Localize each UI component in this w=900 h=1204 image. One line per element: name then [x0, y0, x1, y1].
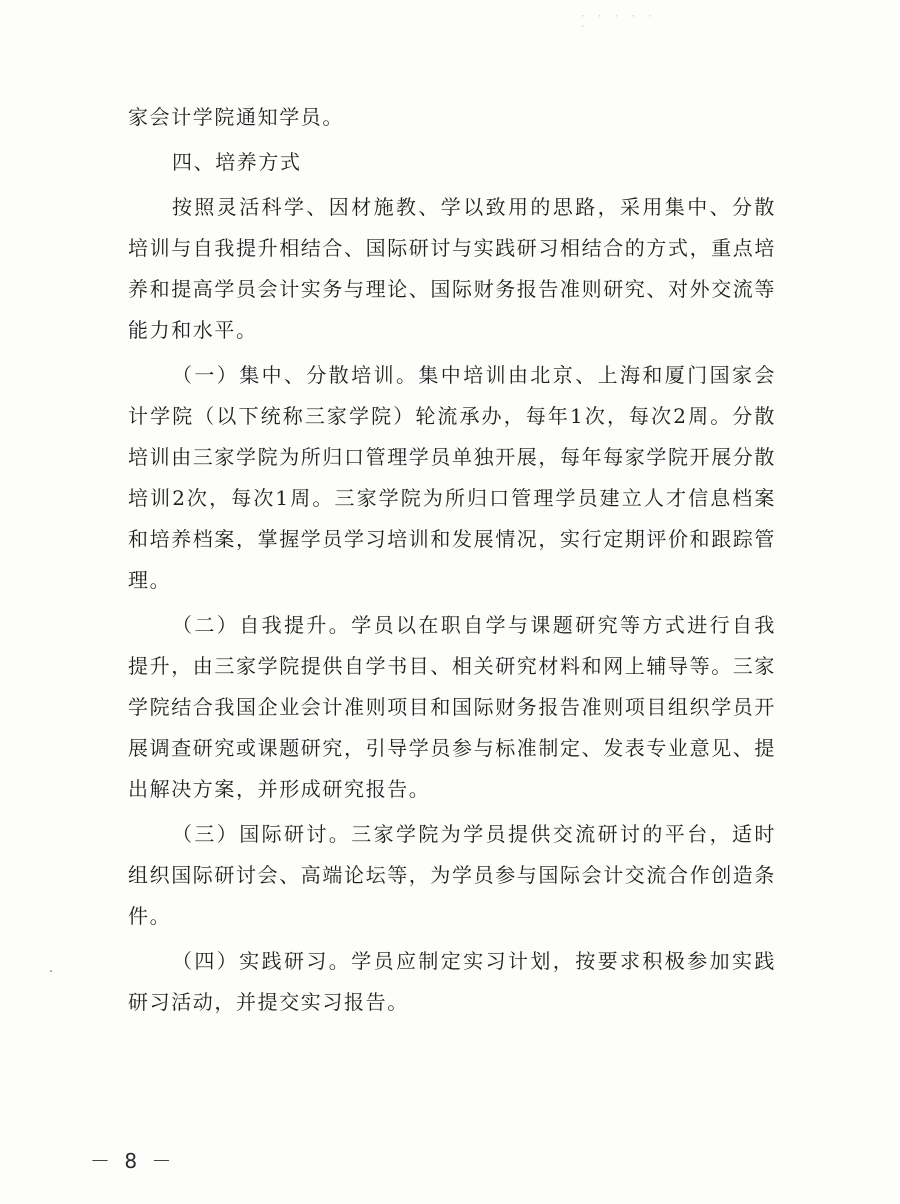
paragraph-intro: 按照灵活科学、因材施教、学以致用的思路，采用集中、分散培训与自我提升相结合、国际研讨与实践研习相结合的方式，重点培养和提高学员会计实务与理论、国际财务报告准则研究、对外交流等能力和水平。 [128, 195, 776, 342]
section-heading: 四、培养方式 [172, 150, 302, 174]
paragraph-centralized-training: （一）集中、分散培训。集中培训由北京、上海和厦门国家会计学院（以下统称三家学院）轮流承办，每年1次，每次2周。分散培训由三家学院为所归口管理学员单独开展，每年每家学院开展分散培训2次，每次1周。三家学院为所归口管理学员建立人才信息档案和培养档案，掌握学员学习培训和发展情况，实行定期评价和跟踪管理。 [128, 363, 776, 592]
scan-dot [50, 970, 52, 972]
page-number: － 8 － [90, 1149, 176, 1173]
paragraph-practice-study: （四）实践研习。学员应制定实习计划，按要求积极参加实践研习活动，并提交实习报告。 [128, 949, 776, 1014]
scan-artifact: · · · · · · [580, 12, 656, 32]
continuation-line: 家会计学院通知学员。 [128, 105, 344, 129]
paragraph-international-seminar: （三）国际研讨。三家学院为学员提供交流研讨的平台，适时组织国际研讨会、高端论坛等，为学员参与国际会计交流合作创造条件。 [128, 822, 776, 928]
body-text [128, 97, 776, 1023]
paragraph-self-improvement: （二）自我提升。学员以在职自学与课题研究等方式进行自我提升，由三家学院提供自学书目、相关研究材料和网上辅导等。三家学院结合我国企业会计准则项目和国际财务报告准则项目组织学员开展调查研究或课题研究，引导学员参与标准制定、发表专业意见、提出解决方案，并形成研究报告。 [128, 613, 776, 801]
